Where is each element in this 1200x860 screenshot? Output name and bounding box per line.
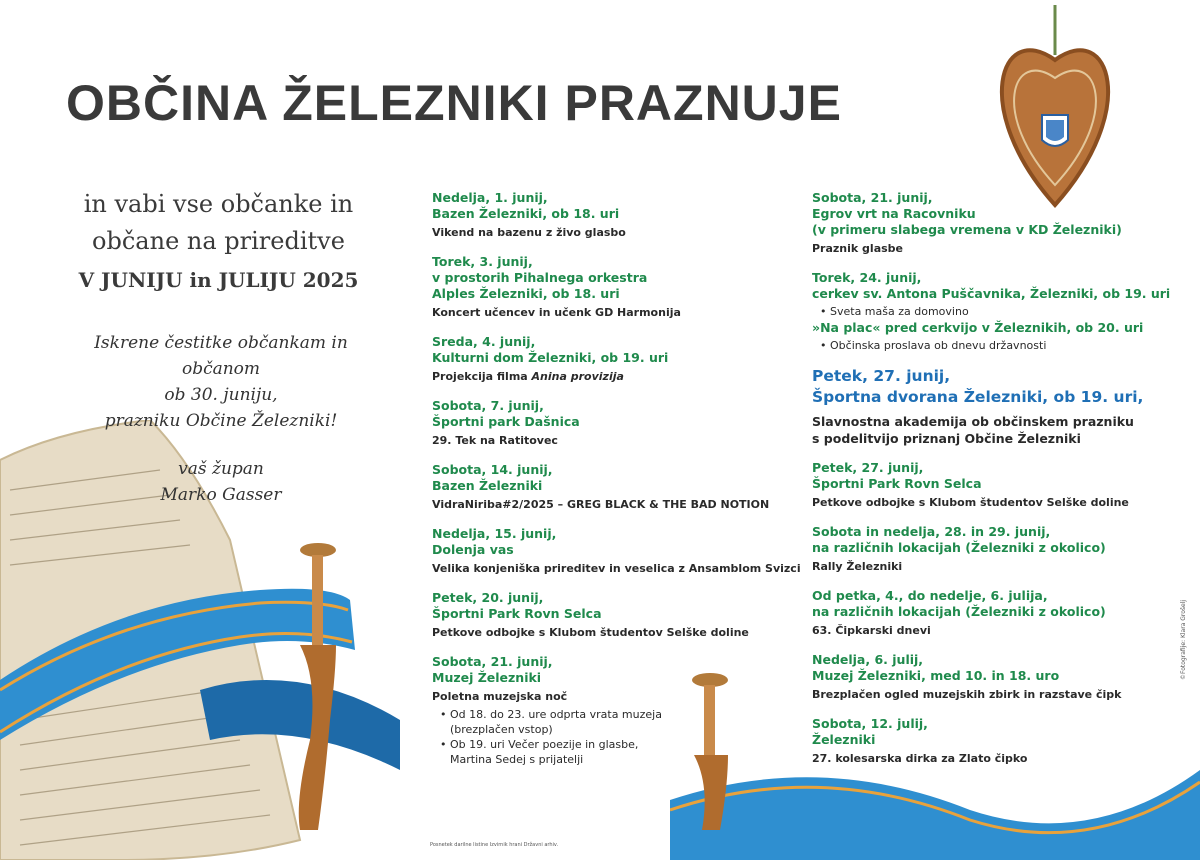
event-description (432, 369, 832, 385)
bullet-item: • Ob 19. uri Večer poezije in glasbe, Martina Sedej s prijatelji (440, 737, 832, 767)
event-date: Sreda, 4. junij, (432, 334, 536, 349)
event-date: Petek, 27. junij, (812, 460, 924, 475)
event-location: Bazen Železniki (432, 478, 543, 493)
archive-credit: Posnetek darilne listine Izvirnik hrani Državni arhiv. (430, 842, 559, 848)
event-description: 63. Čipkarski dnevi (812, 624, 931, 637)
gingerbread-heart-illustration (980, 0, 1130, 215)
event-date: Sobota, 21. junij, (432, 654, 553, 669)
event-date: Sobota, 12. julij, (812, 716, 928, 731)
event-date: Petek, 20. junij, (432, 590, 544, 605)
greeting-line-2: ob 30. juniju, (164, 385, 278, 405)
event-item (432, 462, 832, 513)
event-item (432, 590, 832, 641)
event-description: Poletna muzejska noč (432, 690, 568, 703)
event-location: Športni Park Rovn Selca (812, 476, 982, 491)
event-date: Sobota in nedelja, 28. in 29. junij, (812, 524, 1051, 539)
event-location: Športni Park Rovn Selca (432, 606, 602, 621)
event-date: Sobota, 21. junij, (812, 190, 933, 205)
intro-line-2: občane na prireditve (92, 227, 345, 255)
mayor-name: Marko Gasser (160, 485, 282, 505)
event-description: 27. kolesarska dirka za Zlato čipko (812, 752, 1028, 765)
event-location: Kulturni dom Železniki, ob 19. uri (432, 350, 669, 365)
event-date: Nedelja, 1. junij, (432, 190, 548, 205)
mayor-greeting (56, 330, 386, 508)
event-description: Slavnostna akademija ob občinskem prazniku (812, 414, 1134, 429)
film-title: Anina provizija (531, 370, 624, 383)
event-description: Vikend na bazenu z živo glasbo (432, 226, 626, 239)
event-item (812, 716, 1192, 767)
events-column-2 (812, 190, 1192, 780)
event-item (812, 524, 1192, 575)
event-location: Alples Železniki, ob 18. uri (432, 286, 620, 301)
event-description: s podelitvijo priznanj Občine Železniki (812, 431, 1081, 446)
event-location: Železniki (812, 732, 876, 747)
event-date: Nedelja, 6. julij, (812, 652, 924, 667)
event-date: Sobota, 7. junij, (432, 398, 544, 413)
event-location: cerkev sv. Antona Puščavnika, Železniki, ob 19. uri (812, 286, 1171, 301)
event-date: Od petka, 4., do nedelje, 6. julija, (812, 588, 1048, 603)
event-date: Sobota, 14. junij, (432, 462, 553, 477)
event-date: Torek, 24. junij, (812, 270, 922, 285)
event-item (812, 190, 1192, 257)
event-subheading: »Na plac« pred cerkvijo v Železnikih, ob 20. uri (812, 320, 1144, 335)
event-item (812, 460, 1192, 511)
page-title: OBČINA ŽELEZNIKI PRAZNUJE (66, 75, 842, 131)
event-location-note: (v primeru slabega vremena v KD Železniki) (812, 222, 1122, 237)
event-date: Torek, 3. junij, (432, 254, 533, 269)
event-item (432, 398, 832, 449)
event-item (432, 254, 832, 321)
event-description: Rally Železniki (812, 560, 903, 573)
event-date: Nedelja, 15. junij, (432, 526, 557, 541)
event-item (432, 654, 832, 767)
desc-text: Projekcija filma (432, 370, 532, 383)
bullet-item: • Občinska proslava ob dnevu državnosti (820, 338, 1192, 353)
event-location: na različnih lokacijah (Železniki z okolico) (812, 540, 1106, 555)
event-location: v prostorih Pihalnega orkestra (432, 270, 648, 285)
event-location: Bazen Železniki, ob 18. uri (432, 206, 620, 221)
event-location: Egrov vrt na Racovniku (812, 206, 976, 221)
event-location: na različnih lokacijah (Železniki z okolico) (812, 604, 1106, 619)
event-item (812, 588, 1192, 639)
greeting-line-4: vaš župan (178, 459, 264, 479)
event-item (432, 526, 832, 577)
photo-credit: ©Fotografije: Klara Grošelj (1180, 599, 1187, 680)
event-item (432, 190, 832, 241)
intro-line-1: in vabi vse občanke in (83, 190, 354, 218)
event-bullets (432, 707, 832, 767)
intro-period: V JUNIJU in JULIJU 2025 (78, 268, 359, 292)
event-description: Velika konjeniška prireditev in veselica z Ansamblom Svizci (432, 562, 801, 575)
event-item (812, 270, 1192, 353)
greeting-line-1: Iskrene čestitke občankam in občanom (94, 333, 348, 379)
event-location: Muzej Železniki, med 10. in 18. uro (812, 668, 1060, 683)
event-bullets (812, 338, 1192, 353)
event-location: Dolenja vas (432, 542, 514, 557)
event-date: Petek, 27. junij, (812, 367, 951, 385)
event-location: Športni park Dašnica (432, 414, 580, 429)
bullet-item: • Sveta maša za domovino (820, 304, 1192, 319)
event-description: Brezplačen ogled muzejskih zbirk in razstave čipk (812, 688, 1122, 701)
greeting-line-3: prazniku Občine Železniki! (104, 411, 338, 431)
bullet-item: • Od 18. do 23. ure odprta vrata muzeja (brezplačen vstop) (440, 707, 832, 737)
event-description: VidraNiriba#2/2025 – GREG BLACK & THE BAD NOTION (432, 498, 770, 511)
events-column-1 (432, 190, 832, 780)
intro-block (66, 186, 371, 292)
event-bullets (812, 304, 1192, 319)
event-location: Muzej Železniki (432, 670, 542, 685)
event-description: Koncert učencev in učenk GD Harmonija (432, 306, 681, 319)
event-description: Petkove odbojke s Klubom študentov Selške doline (812, 496, 1129, 509)
event-item (812, 652, 1192, 703)
event-description: 29. Tek na Ratitovec (432, 434, 558, 447)
event-description: Praznik glasbe (812, 242, 904, 255)
event-description: Petkove odbojke s Klubom študentov Selške doline (432, 626, 749, 639)
event-item (432, 334, 832, 385)
event-item-featured (812, 366, 1192, 447)
event-location: Športna dvorana Železniki, ob 19. uri, (812, 388, 1144, 406)
